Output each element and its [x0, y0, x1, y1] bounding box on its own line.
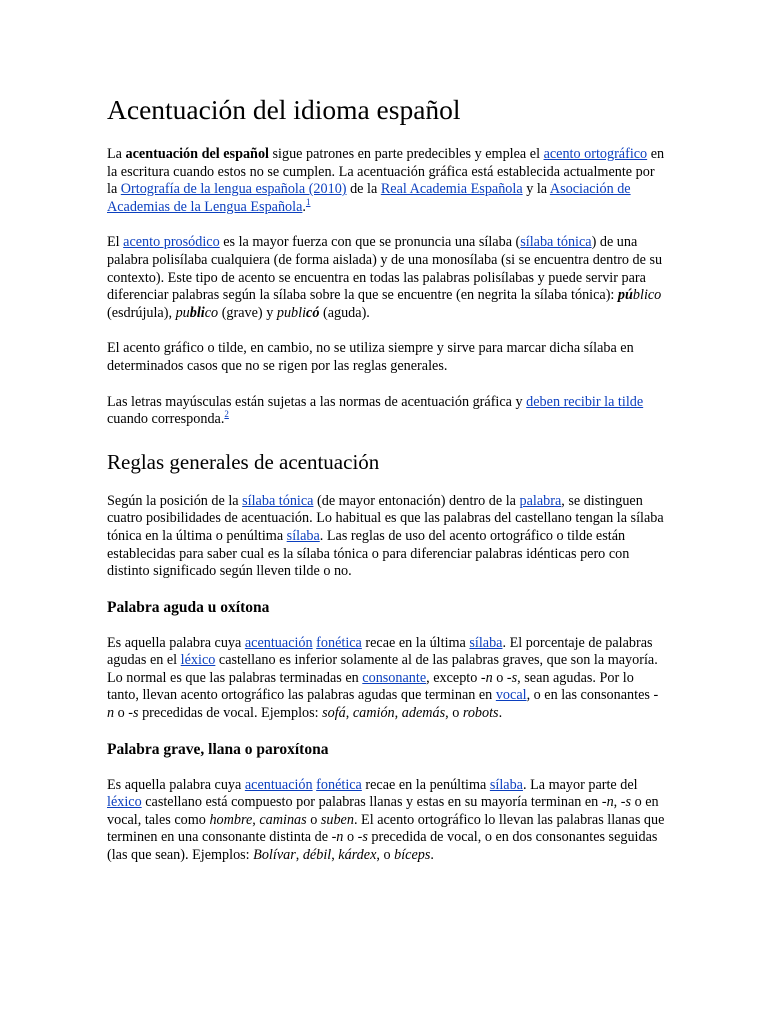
- italic-ending: -s: [357, 829, 368, 846]
- example-word: sofá: [322, 705, 346, 722]
- example-esdrujula: [618, 287, 661, 303]
- article: [107, 92, 665, 883]
- text: , -: [613, 794, 626, 811]
- aguda-paragraph: [107, 635, 665, 723]
- link-acentuacion[interactable]: acentuación: [244, 634, 313, 651]
- link-silaba-tonica[interactable]: sílaba tónica: [520, 234, 592, 251]
- text: , o en las consonantes: [526, 687, 654, 704]
- prosodic-paragraph: [107, 234, 665, 322]
- text: cuando corresponda.: [107, 411, 225, 428]
- link-lexico[interactable]: léxico: [107, 794, 142, 811]
- text: El: [107, 234, 124, 251]
- link-consonante[interactable]: consonante: [362, 669, 427, 686]
- subsection-heading-grave: Palabra grave, llana o paroxítona: [107, 740, 329, 758]
- link-deben-recibir-tilde[interactable]: deben recibir la tilde: [526, 393, 644, 410]
- text: Según la posición de la: [107, 492, 243, 509]
- text: recae en la penúltima: [361, 776, 490, 793]
- text: o: [306, 811, 321, 828]
- italic-ending: s: [625, 794, 632, 811]
- text: .: [302, 198, 306, 215]
- text: .: [430, 847, 434, 864]
- text: , sean agudas. Por lo tanto, llevan acento ortográfico las palabras agudas que terminan en: [107, 669, 634, 704]
- text: ,: [252, 811, 260, 828]
- reference-2[interactable]: 2: [224, 409, 229, 420]
- italic-ending: -n: [107, 687, 659, 722]
- example-word: camión: [352, 705, 395, 722]
- example-word: además: [401, 705, 446, 722]
- italic-ending: -n: [480, 669, 493, 686]
- link-acentuacion[interactable]: acentuación: [244, 776, 313, 793]
- tilde-paragraph: El acento gráfico o tilde, en cambio, no se utiliza siempre y sirve para marcar dicha sílaba en determinados casos que no se rigen por las reglas generales.: [107, 340, 634, 374]
- link-real-academia[interactable]: Real Academia Española: [380, 181, 523, 198]
- intro-paragraph: [107, 146, 665, 216]
- text: blico: [632, 287, 662, 304]
- text: ) de una palabra polisílaba cualquiera (de forma aislada) y de una monosílaba (si se encuentra dentro de su contexto). Este tipo de acento se encuentra en todas las palabras polisílabas y puede servir para diferenciar palabras según la sílaba sobre la que se encuentre (en negrita la sílaba tónica):: [107, 234, 663, 304]
- text: o en vocal, tales como: [107, 794, 659, 828]
- italic-ending: -s: [128, 705, 139, 722]
- text: , se distinguen cuatro posibilidades de acentuación. Lo habitual es que las palabras del castellano tengan la sílaba tónica en la última o penúltima: [107, 492, 664, 544]
- text: (grave) y: [218, 304, 277, 321]
- link-silaba[interactable]: sílaba: [489, 776, 523, 793]
- text: (esdrújula),: [107, 304, 176, 321]
- link-fonetica[interactable]: fonética: [316, 634, 362, 651]
- text: ,: [331, 847, 339, 864]
- text: Es aquella palabra cuya: [107, 634, 245, 651]
- grave-paragraph: [107, 777, 665, 865]
- text: en la escritura cuando estos no se cumplen. La acentuación gráfica está establecida actualmente por la: [107, 146, 665, 198]
- example-word: robots: [462, 705, 499, 722]
- text: .: [498, 705, 503, 722]
- page-title: Acentuación del idioma español: [107, 94, 461, 125]
- text: . El acento ortográfico lo llevan las palabras llanas que terminen en una consonante distinta de: [107, 811, 665, 846]
- text: , o: [445, 705, 463, 722]
- text: y la: [522, 181, 550, 198]
- text: o: [343, 829, 358, 846]
- text: (aguda).: [319, 304, 370, 321]
- text: castellano es inferior solamente al de las palabras graves, que son la mayoría. Lo normal es que las palabras terminadas en: [107, 652, 658, 686]
- text: castellano está compuesto por palabras llanas y estas en su mayoría terminan en -: [141, 794, 607, 811]
- example-word: caminas: [259, 811, 307, 828]
- example-word: kárdex: [338, 847, 377, 864]
- subsection-heading-aguda: Palabra aguda u oxítona: [107, 598, 270, 616]
- text: ,: [295, 847, 303, 864]
- text: sigue patrones en parte predecibles y emplea el: [268, 146, 544, 162]
- text: precedidas de vocal. Ejemplos:: [138, 705, 323, 722]
- text: Es aquella palabra cuya: [107, 776, 245, 793]
- link-acento-prosodico[interactable]: acento prosódico: [123, 234, 220, 251]
- italic-ending: -n: [331, 829, 344, 846]
- text: o: [492, 669, 507, 686]
- example-word: suben: [320, 811, 354, 828]
- bold-term: acentuación del español: [125, 146, 269, 162]
- link-palabra[interactable]: palabra: [519, 492, 562, 509]
- stressed-syllable: bli: [189, 304, 205, 321]
- link-fonetica[interactable]: fonética: [316, 776, 362, 793]
- text: ,: [345, 705, 353, 722]
- link-ortografia-2010[interactable]: Ortografía de la lengua española (2010): [120, 181, 347, 198]
- text: pu: [175, 304, 190, 321]
- text: , o: [376, 847, 395, 864]
- link-lexico[interactable]: léxico: [180, 652, 216, 669]
- text: de la: [346, 181, 381, 198]
- example-aguda: [277, 305, 320, 321]
- uppercase-paragraph: [107, 394, 665, 429]
- example-word: hombre: [209, 811, 253, 828]
- text: La: [107, 146, 126, 162]
- text: publi: [276, 304, 307, 321]
- italic-ending: n: [606, 794, 614, 811]
- text: . El porcentaje de palabras agudas en el: [107, 634, 653, 669]
- stressed-syllable: pú: [617, 287, 633, 304]
- text: , excepto: [426, 669, 481, 686]
- text: recae en la última: [361, 634, 470, 651]
- example-word: débil: [302, 847, 332, 864]
- text: es la mayor fuerza con que se pronuncia una sílaba (: [219, 234, 521, 251]
- text: (de mayor entonación) dentro de la: [313, 492, 520, 509]
- text: . La mayor parte del: [522, 776, 638, 793]
- link-silaba[interactable]: sílaba: [469, 634, 503, 651]
- text: Las letras mayúsculas están sujetas a las normas de acentuación gráfica y: [107, 393, 527, 410]
- example-grave: [176, 305, 219, 321]
- link-asociacion-academias[interactable]: Asociación de Academias de la Lengua Española: [107, 181, 631, 215]
- text: . Las reglas de uso del acento ortográfico o tilde están establecidas para saber cual es la sílaba tónica o para diferenciar palabras idénticas pero con distinto significado según lleven tilde o no.: [107, 527, 630, 580]
- italic-ending: -s: [506, 669, 518, 686]
- reference-1[interactable]: 1: [305, 196, 311, 207]
- link-silaba-tonica-2[interactable]: sílaba tónica: [242, 492, 314, 509]
- example-word: bíceps: [394, 847, 431, 864]
- link-acento-ortografico[interactable]: acento ortográfico: [543, 146, 648, 162]
- reglas-paragraph: [107, 493, 665, 581]
- stressed-syllable: có: [306, 304, 320, 321]
- link-vocal[interactable]: vocal: [495, 687, 527, 704]
- text: precedida de vocal, o en dos consonantes seguidas (las que sean). Ejemplos:: [107, 829, 658, 864]
- example-word: Bolívar: [253, 847, 296, 864]
- text: o: [114, 705, 129, 722]
- link-silaba[interactable]: sílaba: [286, 527, 320, 544]
- text: co: [204, 304, 219, 321]
- text: ,: [394, 705, 402, 722]
- section-heading-reglas: Reglas generales de acentuación: [107, 449, 380, 474]
